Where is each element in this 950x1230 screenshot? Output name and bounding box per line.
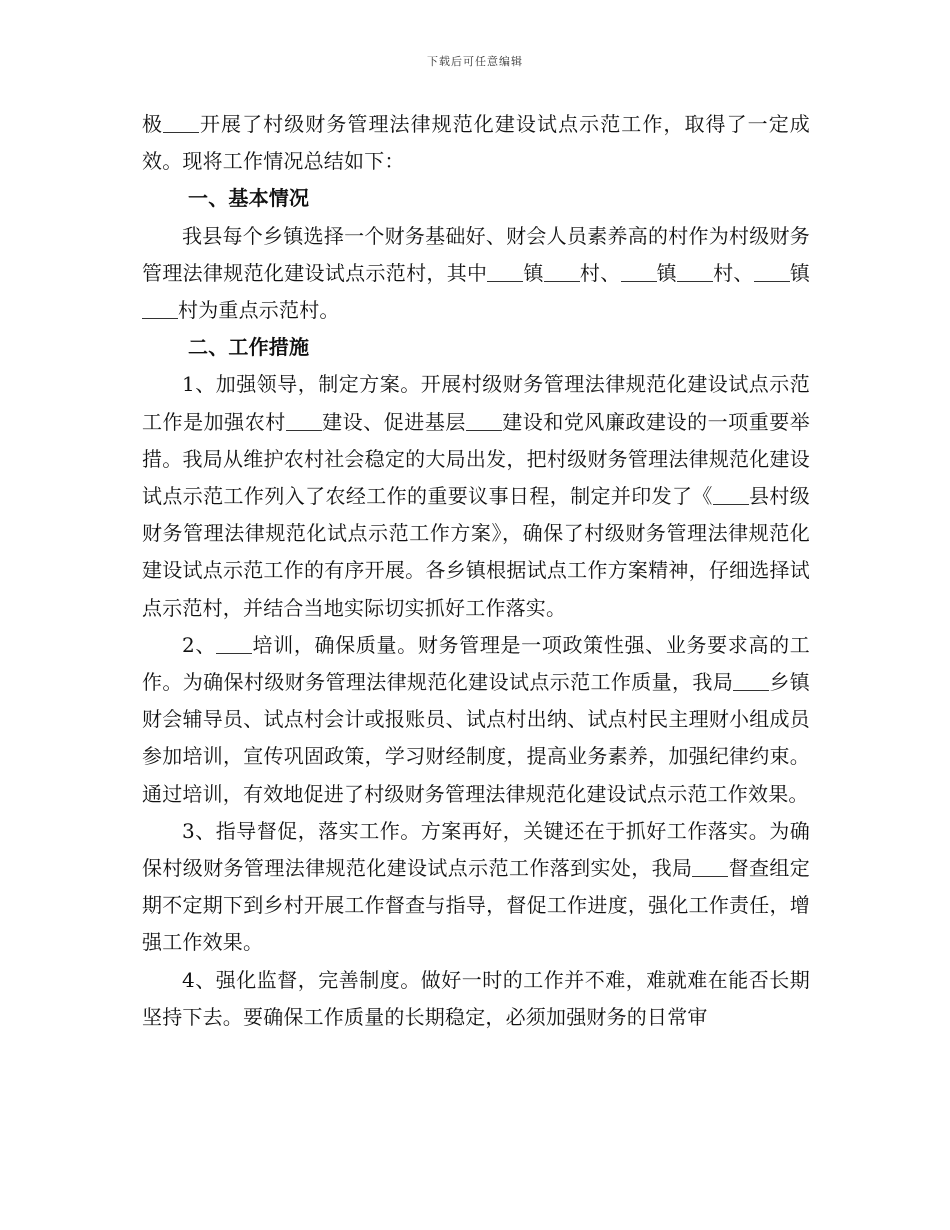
document-body — [142, 106, 810, 1036]
blank-underline — [544, 261, 580, 282]
text-segment: 开展了村级财务管理法律规范化建设试点示范工作，取得了一定成效。现将工作情况总结如下： — [142, 112, 810, 174]
text-segment: 建设、促进基层 — [321, 409, 466, 434]
blank-underline — [677, 261, 713, 282]
text-segment: 我县每个乡镇选择一个财务基础好、财会人员素养高的村作为村级财务管理法律规范化建设试点示范村，其中 — [142, 223, 810, 285]
blank-underline — [713, 484, 749, 505]
text-segment: 镇 — [789, 260, 811, 285]
paragraph-basic-situation — [142, 218, 810, 330]
text-segment: 村、 — [712, 260, 754, 285]
paragraph-intro — [142, 106, 810, 180]
text-segment: 督查组定期不定期下到乡村开展工作督查与指导，督促工作进度，强化工作责任，增强工作效果。 — [142, 856, 810, 955]
blank-underline — [466, 410, 502, 431]
paragraph-measure-3 — [142, 813, 810, 962]
blank-underline — [142, 298, 178, 319]
paragraph-measure-1 — [142, 366, 810, 626]
blank-underline — [286, 410, 322, 431]
text-segment: 村为重点示范村。 — [178, 298, 340, 323]
heading-basic-situation: 一、基本情况 — [188, 186, 310, 211]
blank-underline — [163, 112, 199, 133]
text-segment: 3、指导督促，落实工作。方案再好，关键还在于抓好工作落实。为确保村级财务管理法律规范化建设试点示范工作落到实处，我局 — [142, 818, 810, 881]
text-segment: 县村级财务管理法律规范化试点示范工作方案》，确保了村级财务管理法律规范化建设试点示范工作的有序开展。各乡镇根据试点工作方案精神，仔细选择试点示范村，并结合当地实际切实抓好工作落实。 — [142, 484, 810, 620]
blank-underline — [621, 261, 657, 282]
text-segment: 极 — [142, 112, 164, 136]
blank-underline — [487, 261, 523, 282]
page-header-note: 下载后可任意编辑 — [427, 55, 523, 68]
text-segment: 镇 — [656, 260, 677, 285]
text-segment: 镇 — [523, 260, 544, 285]
text-segment: 2、 — [182, 632, 217, 657]
paragraph-measure-4: 4、强化监督，完善制度。做好一时的工作并不难，难就难在能否长期坚持下去。要确保工作质量的长期稳定，必须加强财务的日常审 — [142, 967, 810, 1029]
text-segment: 建设和党风廉政建设的一项重要举措。我局从维护农村社会稳定的大局出发，把村级财务管理法律规范化建设试点示范工作列入了农经工作的重要议事日程，制定并印发了《 — [142, 409, 810, 509]
text-segment: 培训，确保质量。财务管理是一项政策性强、业务要求高的工作。为确保村级财务管理法律规范化建设试点示范工作质量，我局 — [142, 632, 811, 695]
text-segment: 村、 — [579, 260, 621, 285]
text-segment: 乡镇财会辅导员、试点村会计或报账员、试点村出纳、试点村民主理财小组成员参加培训，宣传巩固政策，学习财经制度，提高业务素养，加强纪律约束。通过培训，有效地促进了村级财务管理法律规范化建设试点示范工作效果。 — [142, 670, 810, 806]
blank-underline — [754, 261, 790, 282]
blank-underline — [692, 856, 728, 877]
blank-underline — [733, 670, 769, 691]
heading-work-measures: 二、工作措施 — [188, 335, 310, 360]
text-segment: 1、加强领导，制定方案。开展村级财务管理法律规范化建设试点示范工作是加强农村 — [142, 372, 810, 434]
paragraph-measure-2 — [142, 627, 810, 813]
blank-underline — [216, 633, 252, 654]
